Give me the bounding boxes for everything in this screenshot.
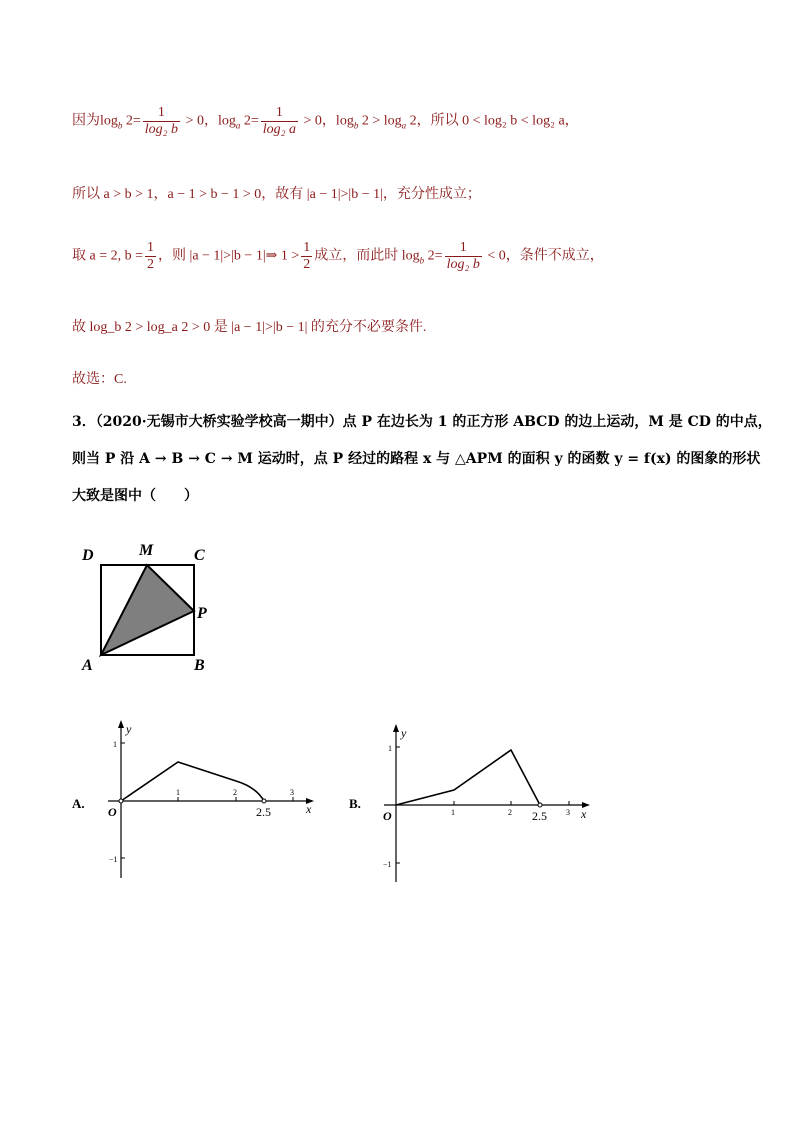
denominator: log₂ b (446, 257, 480, 272)
question-line-2: 则当 P 沿 A → B → C → M 运动时，点 P 经过的路程 x 与 △APM 的面积 y 的函数 y = f(x) 的图象的形状 (72, 451, 761, 467)
label-a: A (82, 657, 93, 674)
text-prefix: 因为 (72, 113, 100, 129)
question-line-1: 3．（2020·无锡市大桥实验学校高一期中）点 P 在边长为 1 的正方形 ABCD 的边上运动，M 是 CD 的中点， (72, 414, 772, 430)
origin-label: O (108, 805, 117, 819)
solution-line-2: 所以 a > b > 1，a − 1 > b − 1 > 0，故有 |a − 1|>|b − 1|，充分性成立； (72, 187, 481, 202)
numerator: 1 (147, 240, 155, 255)
text-seg: 取 a = 2, b = (72, 248, 144, 264)
y-axis-label: y (401, 726, 407, 740)
denominator: 2 (303, 257, 311, 272)
label-c: C (194, 547, 205, 564)
log-base: b (117, 120, 123, 131)
log-base: a (401, 120, 407, 131)
y-tick-label-neg1: −1 (383, 860, 392, 869)
x-tick-label-1: 1 (176, 788, 180, 797)
numerator: 1 (143, 105, 180, 122)
x-tick-label-3: 3 (566, 808, 570, 817)
x-tick-label-2: 2 (508, 808, 512, 817)
text-seg: 2= (240, 113, 259, 129)
label-2-5: 2.5 (532, 809, 547, 823)
log-base: b (419, 255, 425, 266)
option-b-label: B. (349, 796, 361, 811)
x-tick-label-3: 3 (290, 788, 294, 797)
end-point (538, 803, 542, 807)
graph-b-curve (396, 750, 540, 805)
label-b: B (194, 657, 205, 674)
text-seg: > 0，log (182, 113, 236, 129)
numerator: 1 (445, 240, 482, 257)
y-tick-label-1: 1 (113, 740, 117, 749)
text-seg: > 0，log (300, 113, 354, 129)
origin-label: O (383, 809, 392, 823)
answer-line: 故选：C. (72, 372, 127, 387)
y-axis-arrow (393, 724, 399, 732)
denominator: log₂ b (144, 122, 179, 137)
y-tick-label-1: 1 (388, 744, 392, 753)
y-axis-label: y (126, 722, 132, 736)
y-tick-label-neg1: −1 (109, 855, 118, 864)
denominator: 2 (147, 257, 155, 272)
solution-line-4: 故 log_b 2 > log_a 2 > 0 是 |a − 1|>|b − 1| 的充分不必要条件. (72, 320, 427, 335)
text-seg: 2= (122, 113, 141, 129)
label-d: D (82, 547, 94, 564)
label-2-5: 2.5 (256, 805, 271, 819)
log-base: b (353, 120, 359, 131)
x-axis-label: x (306, 802, 312, 816)
log-base: a (235, 120, 241, 131)
text-seg: 2= (424, 248, 443, 264)
label-m: M (139, 542, 154, 559)
x-tick-label-2: 2 (233, 788, 237, 797)
x-axis-label: x (581, 807, 587, 821)
text-seg: < 0，条件不成立， (483, 248, 604, 264)
question-line-3: 大致是图中（ ） (72, 488, 198, 504)
text-seg: 成立，而此时 log (314, 248, 420, 264)
numerator: 1 (303, 240, 311, 255)
label-p: P (197, 605, 207, 622)
option-a-label: A. (72, 796, 85, 811)
denominator: log₂ a (262, 122, 297, 137)
text-seg: 2，所以 0 < log₂ b < log₂ a， (406, 113, 579, 129)
numerator: 1 (261, 105, 298, 122)
log-text: log (100, 113, 118, 129)
text-seg: 2 > log (358, 113, 402, 129)
text-seg: ，则 |a − 1|>|b − 1|⇒ 1 > (158, 248, 300, 264)
x-tick-label-1: 1 (451, 808, 455, 817)
